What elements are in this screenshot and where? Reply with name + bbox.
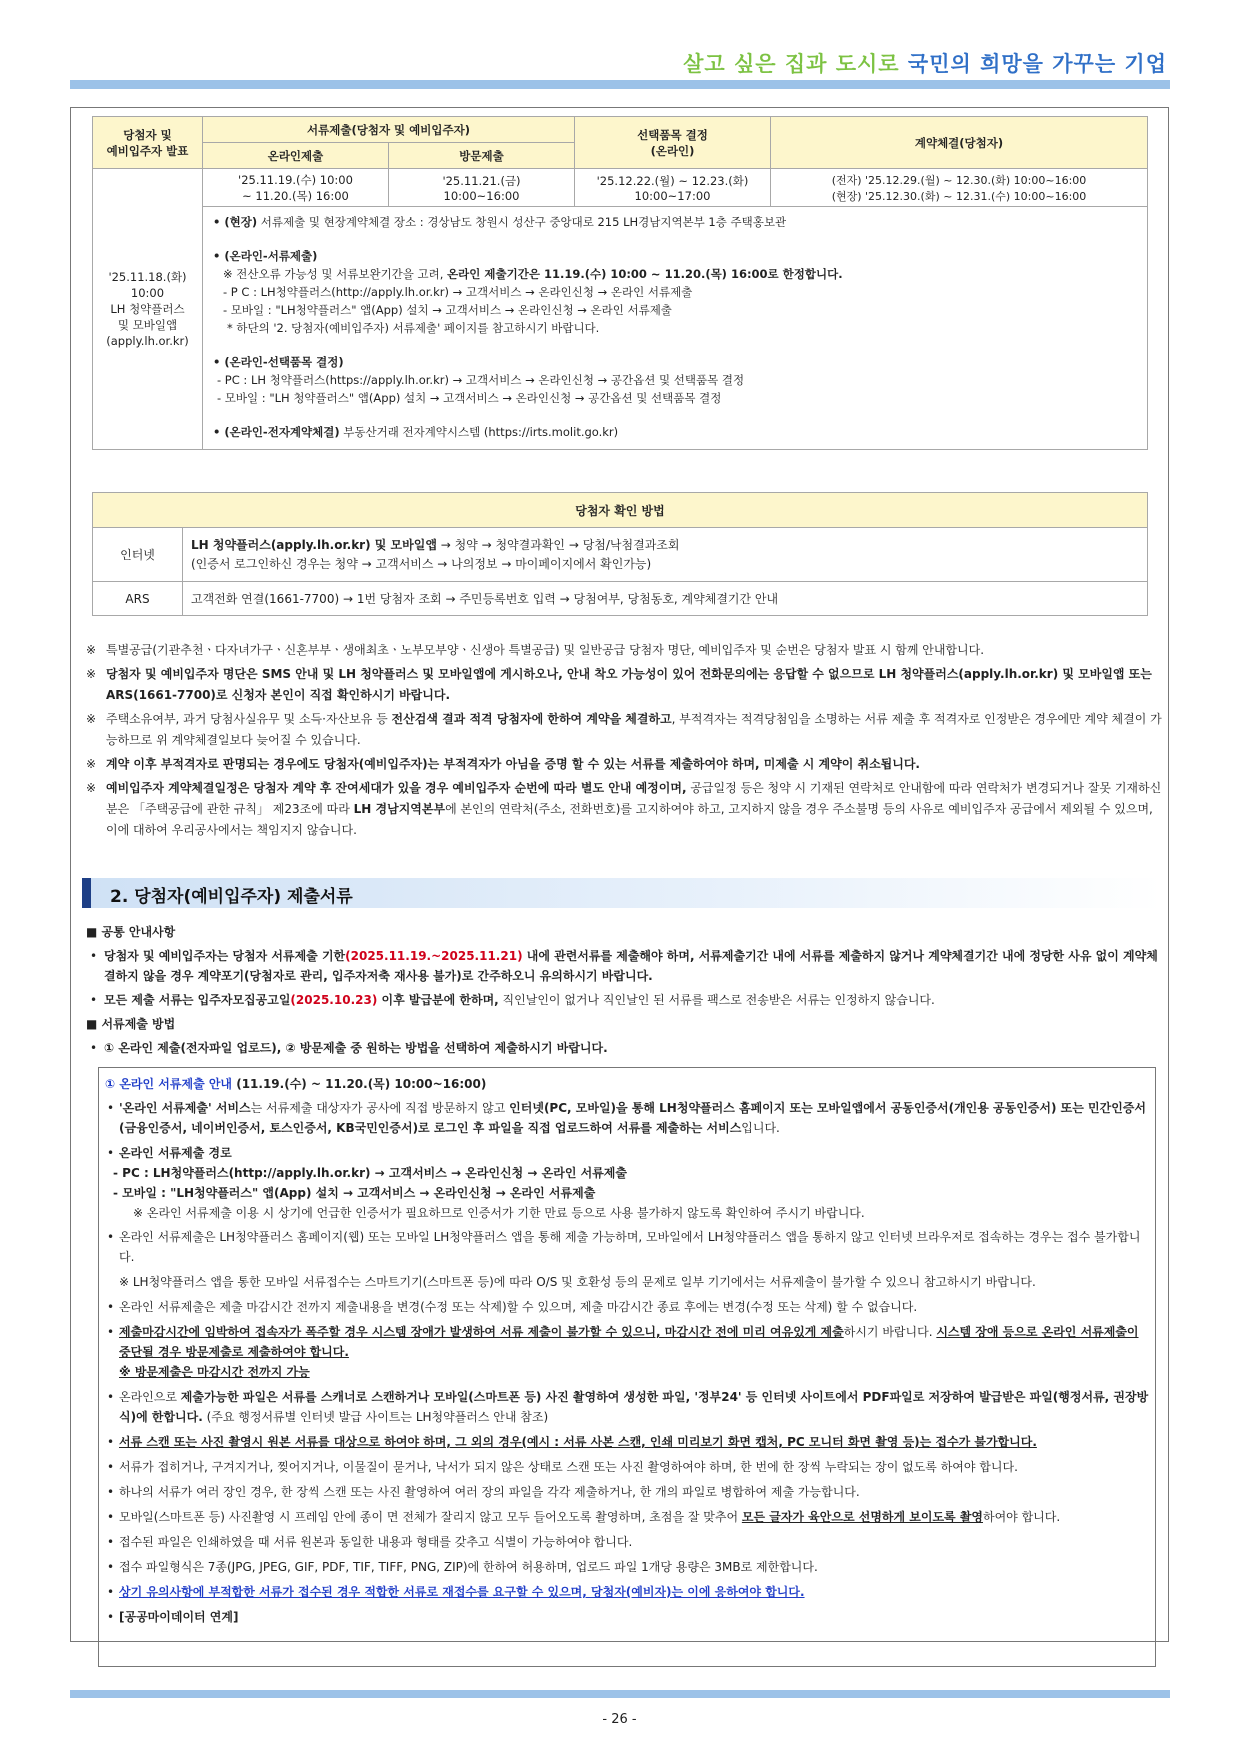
online-period: '25.11.19.(수) 10:00 ~ 11.20.(목) 16:00 [203, 169, 389, 207]
header-docs: 서류제출(당첨자 및 예비입주자) [203, 117, 575, 143]
schedule-details: • (현장) 서류제출 및 현장계약체결 장소 : 경상남도 창원시 성산구 중앙대로 215 LH경남지역본부 1층 주택홍보관 • (온라인-서류제출) ※ 전산오류 가능성 및 서류보완기간을 고려, 온라인 제출기간은 11.19.(수) 10:00 ~ 11.20.(목) 16:00로 한정합니다. - P C : LH청약플러스(http://apply.lh.or.kr) → 고객서비스 → 온라인신청 → 온라인 서류제출 - 모바일 : "LH청약플러스" 앱(App) 설치 → 고객서비스 → 온라인신청 → 온라인 서류제출 * 하단의 '2. 당첨자(예비입주자) 서류제출' 페이지를 참고하시기 바랍니다. • (온라인-선택품목 결정) - PC : LH 청약플러스(https://apply.lh.or.kr) → 고객서비스 → 온라인신청 → 공간옵션 및 선택품목 결정 - 모바일 : "LH 청약플러스" 앱(App) 설치 → 고객서비스 → 온라인신청 → 공간옵션 및 선택품목 결정 • (온라인-전자계약체결) 부동산거래 전자계약시스템 (https://irts.molit.go.kr) [203, 207, 1148, 450]
online-submission-box: ① 온라인 서류제출 안내 (11.19.(수) ~ 11.20.(목) 10:00~16:00) • '온라인 서류제출' 서비스는 서류제출 대상자가 공사에 직접 방문하지 않고 인터넷(PC, 모바일)을 통해 LH청약플러스 홈페이지 또는 모바일앱에서 공동인증서(개인용 공동인증서) 또는 민간인증서(금융인증서, 네이버인증서, 토스인증서, KB국민인증서)로 로그인 후 파일을 직접 업로드하여 서류를 제출하는 서비스입니다. • 온라인 서류제출 경로 - PC : LH청약플러스(http://apply.lh.or.kr) → 고객서비스 → 온라인신청 → 온라인 서류제출 - 모바일 : "LH청약플러스" 앱(App) 설치 → 고객서비스 → 온라인신청 → 온라인 서류제출 ※ 온라인 서류제출 이용 시 상기에 언급한 인증서가 필요하므로 인증서가 기한 만료 등으로 사용 불가하지 않도록 확인하여 주시기 바랍니다. • 온라인 서류제출은 LH청약플러스 홈페이지(웹) 또는 모바일 LH청약플러스 앱을 통해 제출 가능하며, 모바일에서 LH청약플러스 앱을 통하지 않고 인터넷 브라우저로 접속하는 경우는 접수 불가합니다. ※ LH청약플러스 앱을 통한 모바일 서류접수는 스마트기기(스마트폰 등)에 따라 O/S 및 호환성 등의 문제로 일부 기기에서는 서류제출이 불가할 수 있으니 참고하시기 바랍니다. • 온라인 서류제출은 제출 마감시간 전까지 제출내용을 변경(수정 또는 삭제)할 수 있으며, 제출 마감시간 종료 후에는 변경(수정 또는 삭제) 할 수 없습니다. • 제출마감시간에 임박하여 접속자가 폭주할 경우 시스템 장애가 발생하여 서류 제출이 불가할 수 있으니, 마감시간 전에 미리 여유있게 제출하시기 바랍니다. 시스템 장애 등으로 온라인 서류제출이 중단될 경우 방문제출로 제출하여야 합니다. ※ 방문제출은 마감시간 전까지 가능 • 온라인으로 제출가능한 파일은 서류를 스캐너로 스캔하거나 모바일(스마트폰 등) 사진 촬영하여 생성한 파일, '정부24' 등 인터넷 사이트에서 PDF파일로 저장하여 발급받은 파일(행정서류, 권장방식)에 한합니다. (주요 행정서류별 인터넷 발급 사이트는 LH청약플러스 안내 참조) • 서류 스캔 또는 사진 촬영시 원본 서류를 대상으로 하여야 하며, 그 외의 경우(예시 : 서류 사본 스캔, 인쇄 미리보기 화면 캡처, PC 모니터 화면 촬영 등)는 접수가 불가합니다. • 서류가 접히거나, 구겨지거나, 찢어지거나, 이물질이 묻거나, 낙서가 되지 않은 상태로 스캔 또는 사진 촬영하여야 하며, 한 번에 한 장씩 누락되는 장이 없도록 하여야 합니다. • 하나의 서류가 여러 장인 경우, 한 장씩 스캔 또는 사진 촬영하여 여러 장의 파일을 각각 제출하거나, 한 개의 파일로 병합하여 제출 가능합니다. • 모바일(스마트폰 등) 사진촬영 시 프레임 안에 종이 면 전체가 잘리지 않고 모두 들어오도록 촬영하며, 초점을 잘 맞추어 모든 글자가 육안으로 선명하게 보이도록 촬영하여야 합니다. • 접수된 파일은 인쇄하였을 때 서류 원본과 동일한 내용과 형태를 갖추고 식별이 가능하여야 합니다. • 접수 파일형식은 7종(JPG, JPEG, GIF, PDF, TIF, TIFF, PNG, ZIP)에 한하여 허용하며, 업로드 파일 1개당 용량은 3MB로 제한합니다. • 상기 유의사항에 부적합한 서류가 접수된 경우 적합한 서류로 재접수를 요구할 수 있으며, 당첨자(예비자)는 이에 응하여야 합니다. • [공공마이데이터 연계] [98, 1067, 1156, 1667]
internet-label: 인터넷 [93, 528, 183, 582]
schedule-table [92, 116, 1148, 450]
visit-period: '25.11.21.(금) 10:00~16:00 [389, 169, 575, 207]
common-item-1: • 당첨자 및 예비입주자는 당첨자 서류제출 기한(2025.11.19.~2025.11.21) 내에 관련서류를 제출해야 하며, 서류제출기간 내에 서류를 제출하지 않거나 계약체결기간 내에 정당한 사유 없이 계약체결하지 않을 경우 계약포기(당첨자로 관리, 입주자저축 재사용 불가)로 간주하오니 유의하시기 바랍니다. [90, 949, 1158, 983]
section-2-body [86, 918, 1166, 1062]
header-visit: 방문제출 [389, 143, 575, 169]
common-heading: ■ 공통 안내사항 [86, 925, 176, 939]
online-box-title: ① 온라인 서류제출 안내 (11.19.(수) ~ 11.20.(목) 10:00~16:00) [105, 1077, 487, 1091]
note-5: ※ 예비입주자 계약체결일정은 당첨자 계약 후 잔여세대가 있을 경우 예비입주자 순번에 따라 별도 안내 예정이며, 공급일정 등은 청약 시 기재된 연락처로 안내함에 따라 연락처가 변경되거나 잘못 기재하신 분은 「주택공급에 관한 규칙」 제23조에 따라 LH 경남지역본부에 본인의 연락처(주소, 전화번호)를 고지하여야 하고, 고지하지 않을 경우 주소불명 등의 사유로 예비입주자 공급에서 제외될 수 있으며, 이에 대하여 우리공사에서는 책임지지 않습니다. [86, 781, 1162, 837]
header-online: 온라인제출 [203, 143, 389, 169]
ars-label: ARS [93, 582, 183, 616]
header-option: 선택품목 결정 (온라인) [575, 117, 771, 169]
note-4: ※ 계약 이후 부적격자로 판명되는 경우에도 당첨자(예비입주자)는 부적격자가 아님을 증명 할 수 있는 서류를 제출하여야 하며, 미제출 시 계약이 취소됩니다. [86, 757, 920, 771]
header-bar [70, 80, 1170, 89]
header-announce: 당첨자 및 예비입주자 발표 [93, 117, 203, 169]
header-slogan: 살고 싶은 집과 도시로 국민의 희망을 가꾸는 기업 [683, 52, 1167, 76]
winner-check-table [92, 492, 1148, 616]
footer-bar [70, 1690, 1170, 1698]
header-contract: 계약체결(당첨자) [771, 117, 1148, 169]
note-3: ※ 주택소유여부, 과거 당첨사실유무 및 소득·자산보유 등 전산검색 결과 적격 당첨자에 한하여 계약을 체결하고, 부적격자는 적격당첨임을 소명하는 서류 제출 후 적격자로 인정받은 경우에만 계약 체결이 가능하므로 위 계약체결일보다 늦어질 수 있습니다. [86, 712, 1162, 747]
notes-block [86, 640, 1166, 844]
announce-cell: '25.11.18.(화) 10:00 LH 청약플러스 및 모바일앱 (apply.lh.or.kr) [93, 169, 203, 450]
method-heading: ■ 서류제출 방법 [86, 1017, 176, 1031]
option-period: '25.12.22.(월) ~ 12.23.(화) 10:00~17:00 [575, 169, 771, 207]
internet-method: LH 청약플러스(apply.lh.or.kr) 및 모바일앱 → 청약 → 청약결과확인 → 당첨/낙첨결과조회 (인증서 로그인하신 경우는 청약 → 고객서비스 → 나의정보 → 마이페이지에서 확인가능) [183, 528, 1148, 582]
ars-method: 고객전화 연결(1661-7700) → 1번 당첨자 조회 → 주민등록번호 입력 → 당첨여부, 당첨동호, 계약체결기간 안내 [183, 582, 1148, 616]
note-2: ※ 당첨자 및 예비입주자 명단은 SMS 안내 및 LH 청약플러스 및 모바일앱에 게시하오나, 안내 착오 가능성이 있어 전화문의에는 응답할 수 없으므로 LH 청약플러스(apply.lh.or.kr) 및 모바일앱 또는 ARS(1661-7700)로 신청자 본인이 직접 확인하시기 바랍니다. [86, 667, 1152, 702]
note-1: ※ 특별공급(기관추천ㆍ다자녀가구ㆍ신혼부부ㆍ생애최초ㆍ노부모부양ㆍ신생아 특별공급) 및 일반공급 당첨자 명단, 예비입주자 및 순번은 당첨자 발표 시 함께 안내합니다. [86, 643, 985, 657]
winner-check-title: 당첨자 확인 방법 [93, 493, 1148, 528]
page-number: - 26 - [602, 1712, 637, 1727]
contract-period: (전자) '25.12.29.(월) ~ 12.30.(화) 10:00~16:00 (현장) '25.12.30.(화) ~ 12.31.(수) 10:00~16:00 [771, 169, 1148, 207]
section-2-heading [82, 878, 1162, 908]
method-item-1: • ① 온라인 제출(전자파일 업로드), ② 방문제출 중 원하는 방법을 선택하여 제출하시기 바랍니다. [90, 1041, 608, 1055]
common-item-2: • 모든 제출 서류는 입주자모집공고일(2025.10.23) 이후 발급분에 한하며, 직인날인이 없거나 직인날인 된 서류를 팩스로 전송받은 서류는 인정하지 않습니다. [90, 993, 935, 1007]
section-2-title: 2. 당첨자(예비입주자) 제출서류 [110, 887, 353, 907]
